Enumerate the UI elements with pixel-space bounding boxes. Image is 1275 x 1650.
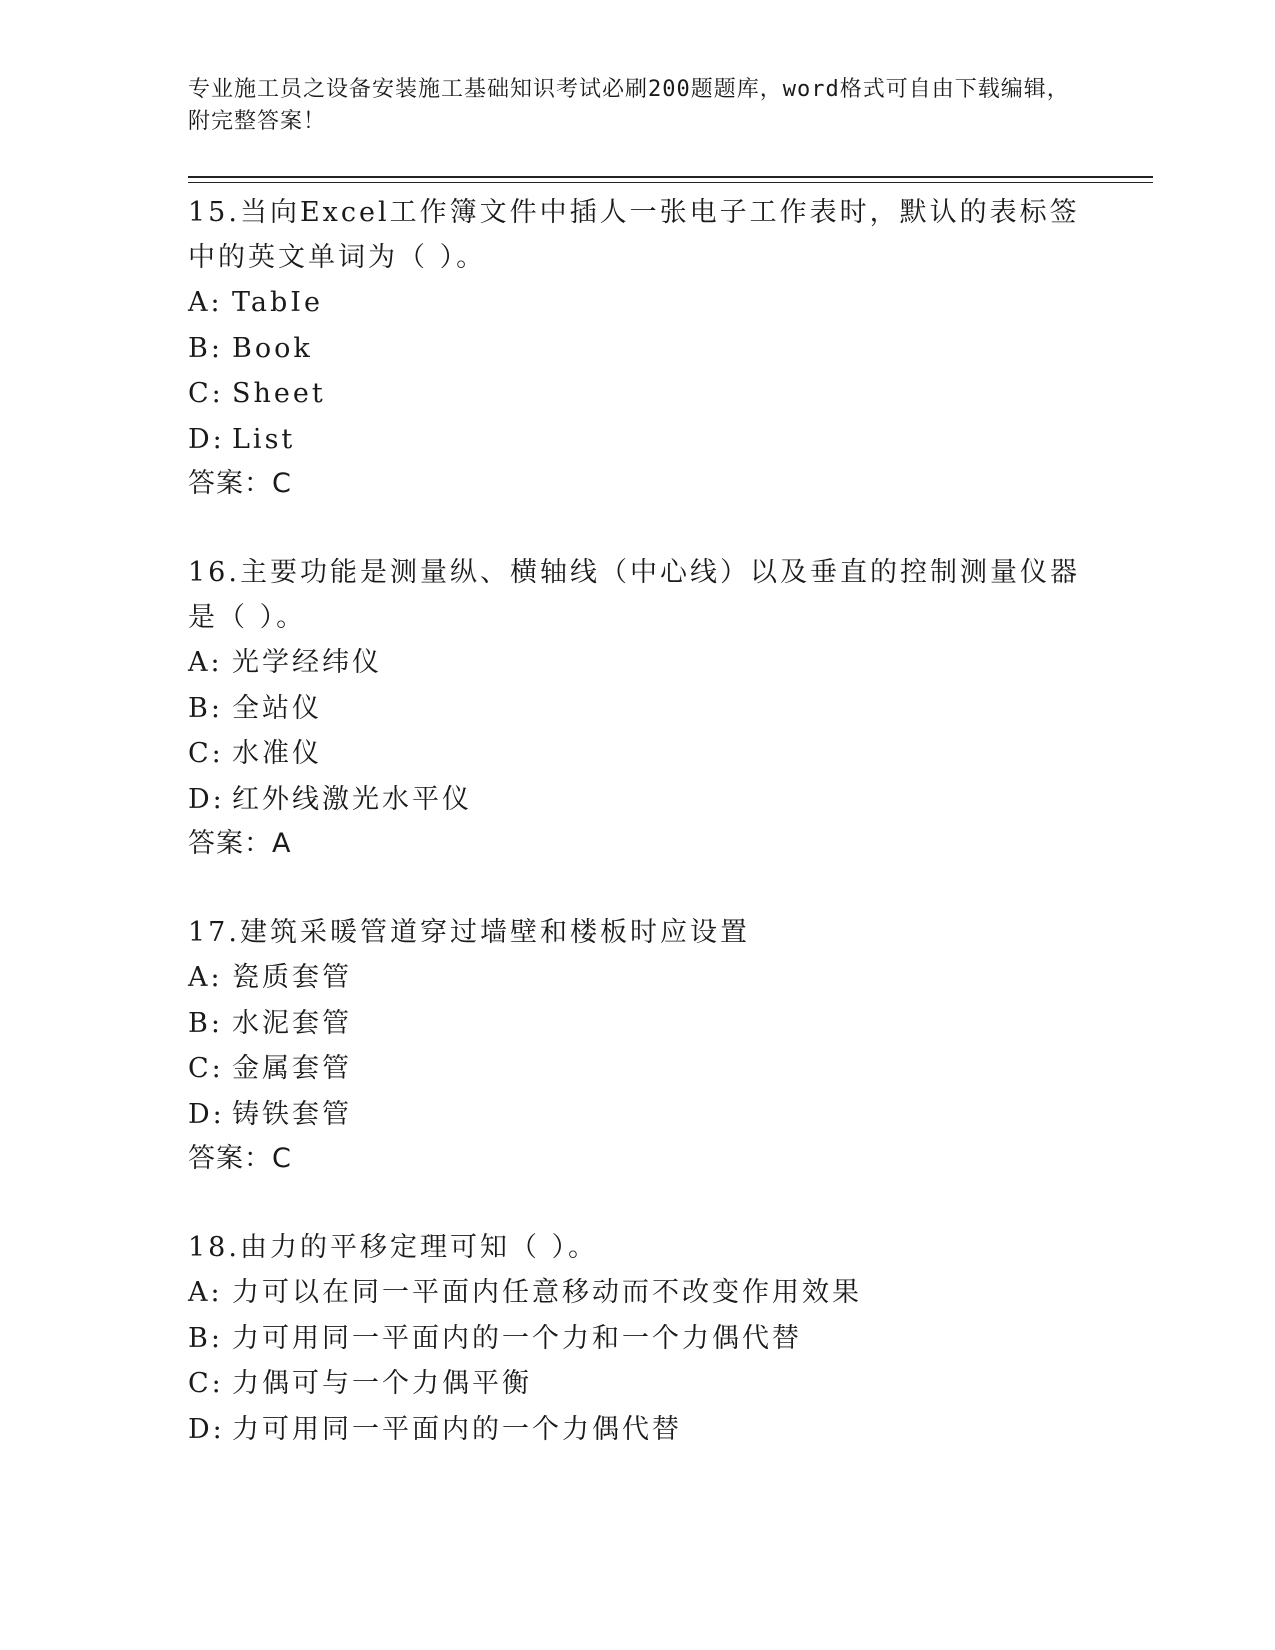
option-c — [188, 1046, 1088, 1092]
option-c — [188, 731, 1088, 777]
option-text: 水泥套管 — [232, 1007, 352, 1039]
option-a — [188, 280, 1088, 326]
option-key: B: — [188, 332, 223, 364]
document-header: 专业施工员之设备安装施工基础知识考试必刷200题题库，word格式可自由下载编辑，附完整答案！ — [188, 77, 1070, 134]
option-text: 力可以在同一平面内任意移动而不改变作用效果 — [232, 1277, 862, 1308]
option-b — [188, 326, 1088, 372]
option-text: 全站仪 — [232, 692, 322, 724]
option-c — [188, 1361, 1088, 1407]
option-key: C: — [188, 378, 224, 409]
option-text: 水准仪 — [232, 738, 322, 769]
option-d — [188, 417, 1088, 463]
option-text: 力偶可与一个力偶平衡 — [232, 1368, 532, 1399]
option-key: A: — [188, 287, 223, 318]
question-16 — [188, 550, 1088, 866]
option-key: A: — [188, 1277, 223, 1308]
header-divider — [188, 176, 1153, 178]
option-c — [188, 371, 1088, 417]
option-text: Book — [232, 332, 313, 364]
option-text: 瓷质套管 — [232, 962, 352, 993]
option-text: 铸铁套管 — [232, 1098, 352, 1130]
option-b — [188, 686, 1088, 732]
option-d — [188, 1407, 1088, 1453]
option-key: B: — [188, 1322, 223, 1354]
option-a — [188, 640, 1088, 686]
option-text: Sheet — [232, 378, 326, 409]
option-text: 力可用同一平面内的一个力和一个力偶代替 — [232, 1322, 802, 1354]
option-text: 光学经纬仪 — [232, 647, 382, 678]
question-list — [188, 190, 1088, 1496]
option-key: D: — [188, 1098, 225, 1130]
answer-line: 答案：C — [188, 468, 292, 499]
option-a — [188, 1270, 1088, 1316]
option-text: List — [232, 423, 296, 455]
option-key: C: — [188, 1368, 224, 1399]
question-stem: 18.由力的平移定理可知（ ）。 — [188, 1232, 599, 1263]
question-17 — [188, 910, 1088, 1181]
option-d — [188, 1092, 1088, 1138]
option-key: B: — [188, 692, 223, 724]
option-key: A: — [188, 962, 223, 993]
option-b — [188, 1316, 1088, 1362]
option-key: B: — [188, 1007, 223, 1039]
option-key: D: — [188, 783, 225, 815]
answer-line: 答案：C — [188, 1143, 292, 1174]
option-key: D: — [188, 423, 225, 455]
option-a — [188, 955, 1088, 1001]
option-b — [188, 1001, 1088, 1047]
answer-line: 答案：A — [188, 828, 292, 859]
option-key: C: — [188, 1053, 224, 1084]
question-stem: 17.建筑采暖管道穿过墙壁和楼板时应设置 — [188, 917, 750, 948]
option-key: C: — [188, 738, 224, 769]
header-divider-thin — [188, 182, 1153, 183]
option-text: 力可用同一平面内的一个力偶代替 — [232, 1413, 682, 1445]
option-text: TabIe — [232, 287, 323, 318]
option-key: D: — [188, 1413, 225, 1445]
question-18 — [188, 1225, 1088, 1452]
option-text: 金属套管 — [232, 1053, 352, 1084]
option-key: A: — [188, 647, 223, 678]
question-15 — [188, 190, 1088, 506]
option-text: 红外线激光水平仪 — [232, 783, 472, 815]
question-stem: 16.主要功能是测量纵、横轴线（中心线）以及垂直的控制测量仪器是（ ）。 — [188, 557, 1080, 633]
question-stem: 15.当向Excel工作簿文件中插人一张电子工作表时，默认的表标签中的英文单词为（ ）。 — [188, 197, 1080, 273]
option-d — [188, 777, 1088, 823]
